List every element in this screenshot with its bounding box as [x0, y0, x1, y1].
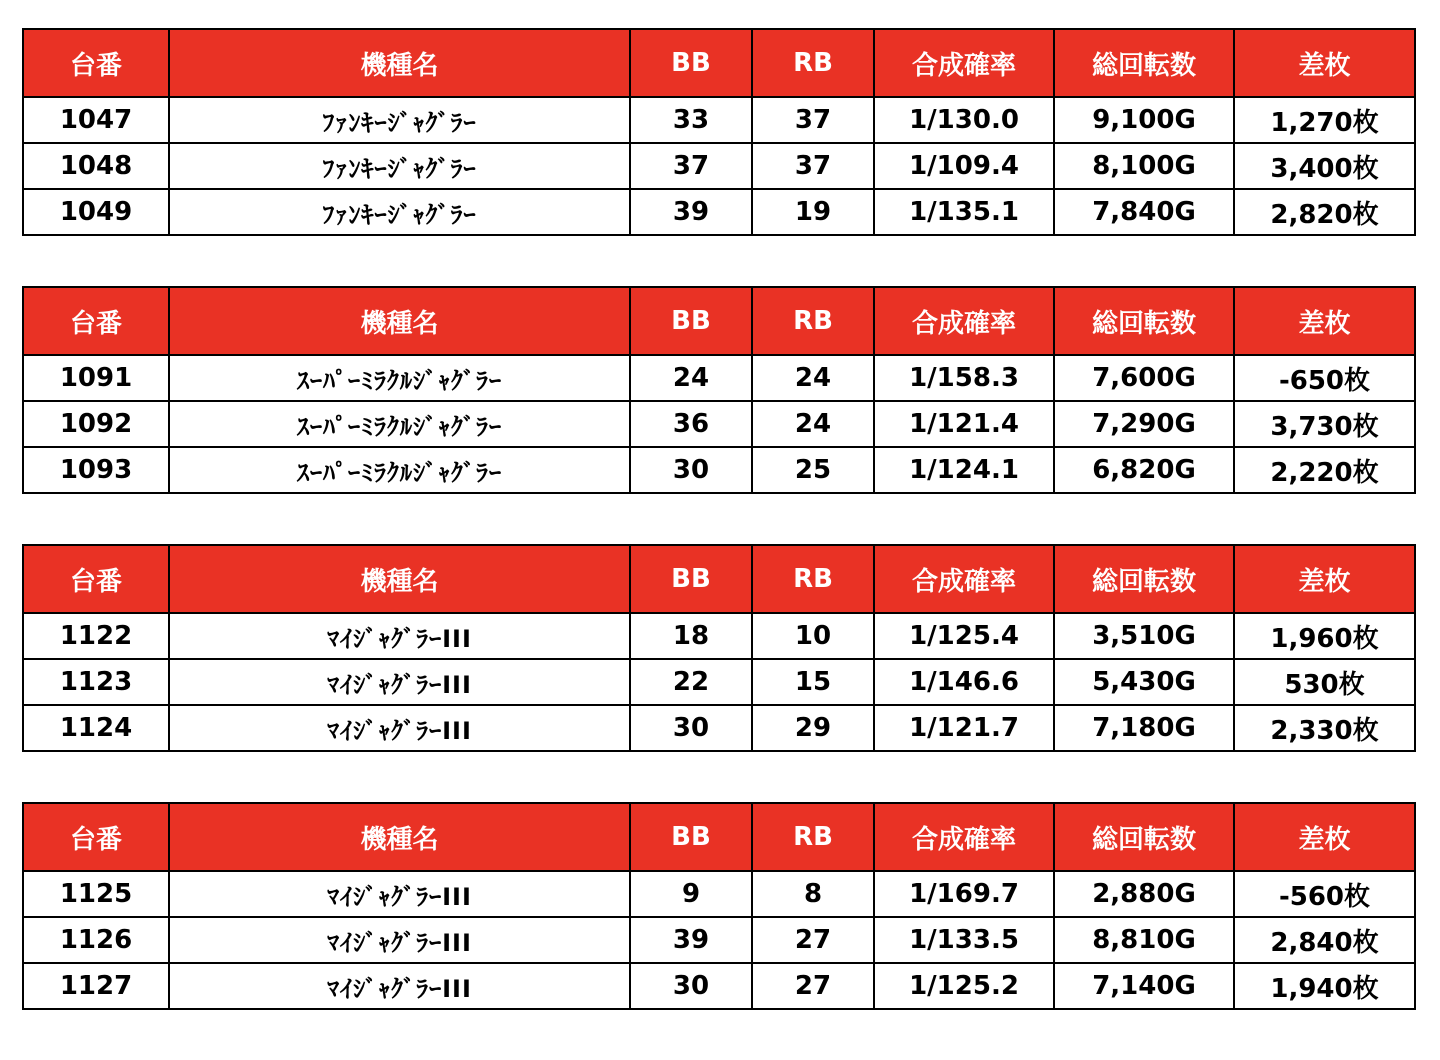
- header-model-name: 機種名: [169, 287, 630, 355]
- cell-medal-difference: 3,730枚: [1234, 401, 1415, 447]
- cell-machine-number: 1091: [23, 355, 169, 401]
- cell-bb: 30: [630, 705, 752, 751]
- cell-machine-number: 1123: [23, 659, 169, 705]
- slot-data-tables: [22, 28, 1414, 1060]
- cell-bb: 30: [630, 963, 752, 1009]
- cell-bb: 24: [630, 355, 752, 401]
- cell-rb: 24: [752, 355, 874, 401]
- header-bb: BB: [630, 287, 752, 355]
- cell-rb: 10: [752, 613, 874, 659]
- cell-bb: 33: [630, 97, 752, 143]
- cell-model-name: ﾏｲｼﾞｬｸﾞﾗｰIII: [169, 917, 630, 963]
- cell-medal-difference: 2,840枚: [1234, 917, 1415, 963]
- header-rb: RB: [752, 29, 874, 97]
- header-bb: BB: [630, 29, 752, 97]
- header-medal-difference: 差枚: [1234, 29, 1415, 97]
- cell-total-spins: 7,600G: [1054, 355, 1234, 401]
- header-medal-difference: 差枚: [1234, 545, 1415, 613]
- table-row: [23, 963, 1415, 1009]
- cell-combined-probability: 1/125.4: [874, 613, 1054, 659]
- header-total-spins: 総回転数: [1054, 803, 1234, 871]
- cell-model-name: ｽｰﾊﾟｰﾐﾗｸﾙｼﾞｬｸﾞﾗｰ: [169, 447, 630, 493]
- header-combined-probability: 合成確率: [874, 29, 1054, 97]
- header-rb: RB: [752, 803, 874, 871]
- header-combined-probability: 合成確率: [874, 287, 1054, 355]
- header-machine-number: 台番: [23, 545, 169, 613]
- cell-combined-probability: 1/133.5: [874, 917, 1054, 963]
- header-model-name: 機種名: [169, 803, 630, 871]
- cell-model-name: ｽｰﾊﾟｰﾐﾗｸﾙｼﾞｬｸﾞﾗｰ: [169, 355, 630, 401]
- cell-rb: 27: [752, 917, 874, 963]
- table-row: [23, 401, 1415, 447]
- header-machine-number: 台番: [23, 803, 169, 871]
- table-header-row: [23, 29, 1415, 97]
- cell-total-spins: 3,510G: [1054, 613, 1234, 659]
- cell-bb: 37: [630, 143, 752, 189]
- cell-rb: 37: [752, 143, 874, 189]
- cell-medal-difference: 2,820枚: [1234, 189, 1415, 235]
- cell-machine-number: 1047: [23, 97, 169, 143]
- cell-medal-difference: 2,330枚: [1234, 705, 1415, 751]
- cell-combined-probability: 1/135.1: [874, 189, 1054, 235]
- header-medal-difference: 差枚: [1234, 803, 1415, 871]
- table-header-row: [23, 545, 1415, 613]
- cell-machine-number: 1093: [23, 447, 169, 493]
- cell-rb: 25: [752, 447, 874, 493]
- cell-combined-probability: 1/109.4: [874, 143, 1054, 189]
- cell-machine-number: 1124: [23, 705, 169, 751]
- header-medal-difference: 差枚: [1234, 287, 1415, 355]
- cell-rb: 27: [752, 963, 874, 1009]
- cell-bb: 9: [630, 871, 752, 917]
- cell-combined-probability: 1/125.2: [874, 963, 1054, 1009]
- cell-rb: 37: [752, 97, 874, 143]
- table-row: [23, 97, 1415, 143]
- cell-total-spins: 7,140G: [1054, 963, 1234, 1009]
- cell-machine-number: 1127: [23, 963, 169, 1009]
- cell-machine-number: 1048: [23, 143, 169, 189]
- cell-combined-probability: 1/158.3: [874, 355, 1054, 401]
- header-combined-probability: 合成確率: [874, 803, 1054, 871]
- cell-model-name: ﾌｧﾝｷｰｼﾞｬｸﾞﾗｰ: [169, 97, 630, 143]
- cell-total-spins: 2,880G: [1054, 871, 1234, 917]
- cell-machine-number: 1092: [23, 401, 169, 447]
- table-row: [23, 613, 1415, 659]
- cell-medal-difference: 1,940枚: [1234, 963, 1415, 1009]
- cell-total-spins: 9,100G: [1054, 97, 1234, 143]
- cell-model-name: ﾏｲｼﾞｬｸﾞﾗｰIII: [169, 613, 630, 659]
- cell-model-name: ﾌｧﾝｷｰｼﾞｬｸﾞﾗｰ: [169, 189, 630, 235]
- cell-rb: 24: [752, 401, 874, 447]
- header-machine-number: 台番: [23, 287, 169, 355]
- table-row: [23, 705, 1415, 751]
- slot-table-1: [22, 28, 1416, 236]
- cell-model-name: ｽｰﾊﾟｰﾐﾗｸﾙｼﾞｬｸﾞﾗｰ: [169, 401, 630, 447]
- table-row: [23, 659, 1415, 705]
- table-row: [23, 355, 1415, 401]
- table-header-row: [23, 803, 1415, 871]
- cell-medal-difference: 530枚: [1234, 659, 1415, 705]
- cell-rb: 29: [752, 705, 874, 751]
- slot-table-2: [22, 286, 1416, 494]
- cell-total-spins: 6,820G: [1054, 447, 1234, 493]
- cell-bb: 18: [630, 613, 752, 659]
- cell-medal-difference: 1,270枚: [1234, 97, 1415, 143]
- table-row: [23, 143, 1415, 189]
- cell-machine-number: 1125: [23, 871, 169, 917]
- slot-table-3: [22, 544, 1416, 752]
- cell-machine-number: 1122: [23, 613, 169, 659]
- header-model-name: 機種名: [169, 545, 630, 613]
- header-model-name: 機種名: [169, 29, 630, 97]
- header-machine-number: 台番: [23, 29, 169, 97]
- table-header-row: [23, 287, 1415, 355]
- header-bb: BB: [630, 803, 752, 871]
- cell-rb: 8: [752, 871, 874, 917]
- cell-medal-difference: -650枚: [1234, 355, 1415, 401]
- cell-bb: 39: [630, 917, 752, 963]
- cell-total-spins: 8,100G: [1054, 143, 1234, 189]
- cell-combined-probability: 1/124.1: [874, 447, 1054, 493]
- cell-model-name: ﾏｲｼﾞｬｸﾞﾗｰIII: [169, 659, 630, 705]
- cell-model-name: ﾏｲｼﾞｬｸﾞﾗｰIII: [169, 871, 630, 917]
- cell-bb: 39: [630, 189, 752, 235]
- table-row: [23, 189, 1415, 235]
- cell-model-name: ﾏｲｼﾞｬｸﾞﾗｰIII: [169, 963, 630, 1009]
- cell-combined-probability: 1/121.4: [874, 401, 1054, 447]
- table-row: [23, 917, 1415, 963]
- slot-table-4: [22, 802, 1416, 1010]
- cell-total-spins: 7,180G: [1054, 705, 1234, 751]
- cell-medal-difference: -560枚: [1234, 871, 1415, 917]
- cell-combined-probability: 1/169.7: [874, 871, 1054, 917]
- header-total-spins: 総回転数: [1054, 545, 1234, 613]
- cell-total-spins: 8,810G: [1054, 917, 1234, 963]
- header-total-spins: 総回転数: [1054, 29, 1234, 97]
- table-row: [23, 871, 1415, 917]
- cell-bb: 22: [630, 659, 752, 705]
- header-rb: RB: [752, 545, 874, 613]
- cell-total-spins: 7,290G: [1054, 401, 1234, 447]
- cell-medal-difference: 3,400枚: [1234, 143, 1415, 189]
- cell-combined-probability: 1/130.0: [874, 97, 1054, 143]
- header-combined-probability: 合成確率: [874, 545, 1054, 613]
- cell-medal-difference: 2,220枚: [1234, 447, 1415, 493]
- cell-combined-probability: 1/121.7: [874, 705, 1054, 751]
- cell-medal-difference: 1,960枚: [1234, 613, 1415, 659]
- table-row: [23, 447, 1415, 493]
- cell-total-spins: 5,430G: [1054, 659, 1234, 705]
- cell-rb: 19: [752, 189, 874, 235]
- cell-combined-probability: 1/146.6: [874, 659, 1054, 705]
- cell-bb: 30: [630, 447, 752, 493]
- cell-machine-number: 1126: [23, 917, 169, 963]
- cell-rb: 15: [752, 659, 874, 705]
- cell-bb: 36: [630, 401, 752, 447]
- cell-machine-number: 1049: [23, 189, 169, 235]
- header-rb: RB: [752, 287, 874, 355]
- cell-model-name: ﾌｧﾝｷｰｼﾞｬｸﾞﾗｰ: [169, 143, 630, 189]
- header-total-spins: 総回転数: [1054, 287, 1234, 355]
- cell-total-spins: 7,840G: [1054, 189, 1234, 235]
- header-bb: BB: [630, 545, 752, 613]
- cell-model-name: ﾏｲｼﾞｬｸﾞﾗｰIII: [169, 705, 630, 751]
